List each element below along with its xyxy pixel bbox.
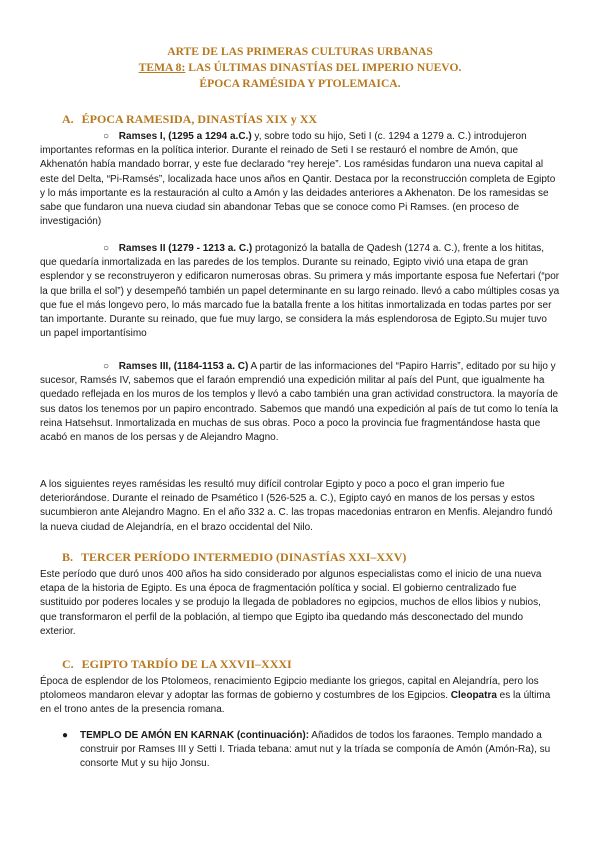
section-a-heading [62, 112, 317, 126]
hollow-bullet-icon: ○ [102, 361, 110, 372]
section-a-letter: A. [62, 112, 74, 126]
hollow-bullet-icon: ○ [102, 243, 110, 254]
ramses-ii-heading: Ramses II (1279 - 1213 a. C.) [118, 243, 253, 254]
section-b-paragraph-1: Este período que duró unos 400 años ha sido considerado por algunos especialistas como el inicio de una nueva etapa de la historia de Egipto. Es una época de fragmentación política y social. El gobierno centralizado fue sustituido por poderes locales y se produjo la llegada de pobladores no egipcios, muchos de ellos libios y nubios, que transformaron el perfil de la población, al tiempo que Egipto iba quedando más desconectado del mundo exterior. [40, 569, 542, 637]
cleopatra-text: es la última en el trono antes de la presencia romana. [40, 690, 551, 716]
ramses-i-heading: Ramses I, (1295 a 1294 a.C.) [118, 131, 252, 142]
section-a-paragraph-4: A los siguientes reyes ramésidas les resultó muy difícil controlar Egipto y poco a poco el gran imperio fue deteriorándose. Durante el reinado de Psamético I (526-525 a. C.), Egipto cayó en manos de los persas y estos sucumbieron ante Alejandro Magno. En el año 332 a. C. las tropas macedonias entraron en Menfis. Alejandro fundó la nueva ciudad de Alejandría, en el brazo occidental del Nilo. [40, 479, 553, 533]
ramses-iii-heading: Ramses III, (1184-1153 a. C) [118, 361, 249, 372]
section-a-paragraph-3 [40, 360, 560, 445]
section-b-heading [62, 550, 406, 564]
section-c-heading [62, 657, 292, 671]
cleopatra-name: Cleopatra [450, 690, 497, 702]
ptolomeos-text: Época de esplendor de los Ptolomeos, renacimiento Egipcio mediante los griegos, capital en Alejandría, pero los ptolomeos mandaron elevar y adoptar las formas de gobierno y costumbres de los Egipcios. [40, 676, 539, 702]
karnak-list-item [62, 729, 560, 772]
ramses-i-text: y, sobre todo su hijo, Seti I (c. 1294 a 1279 a. C.) introdujeron importantes reformas en la política interior. Durante el reinado de Seti I se restauró el nombre de Amón, que Akhenatón había mandado borrar, y este fue declarado “rey hereje”. Los ramésidas fundaron una nueva capital al este del Delta, “Pi-Ramsés”, localizada hace unos años en Qantir. Destaca por la reconstrucción completa de Egipto y lo más importante es la restauración al culto a Amón y las deidades anteriores a Akhenaton. De los ramesidas se sabe que fundaron una nueva ciudad sin abandonar Tebas que se conoce como Pi Ramses. (en proceso de investigación) [40, 131, 556, 228]
ramses-iii-text: A partir de las informaciones del “Papiro Harris”, editado por su hijo y sucesor, Ramsés IV, sabemos que el faraón emprendió una expedición militar al país del Punt, que igualmente ha quedado reflejada en los muros de los templos y llevó a cabo también una gran actividad constructora. la mayoría de sus datos los tenemos por un papiro encontrado. Sabemos que mandó una expedición al país de tut como lo tenía la reina Hatsehsut. Inmortalizada en muchas de sus obras. Poco a poco la provincia fue fragmentándose hasta que acabó en manos de los persas y de Alejandro Magno. [40, 361, 559, 444]
section-c-paragraph-1 [40, 675, 560, 718]
section-a-paragraph-1 [40, 130, 560, 229]
title-topic-number: TEMA 8: [138, 61, 186, 74]
hollow-bullet-icon: ○ [102, 131, 110, 142]
title-line-3: ÉPOCA RAMÉSIDA Y PTOLEMAICA. [199, 77, 401, 90]
document-title [40, 44, 560, 92]
title-line-2 [40, 60, 560, 76]
section-c-title: EGIPTO TARDÍO DE LA XXVII–XXXI [81, 657, 292, 671]
ramses-ii-text: protagonizó la batalla de Qadesh (1274 a. C.), frente a los hititas, que quedaría inmortalizada en las paredes de los templos. Durante su reinado, Egipto vivió una etapa de gran esplendor y se reconstruyeron y edificaron numerosas obras. Su primera y más importante esposa fue Nefertari (“por la que brilla el sol”) y desempeñó también un papel determinante en su largo reinado. llevó a cabo múltiples cosas ya que fue el más longevo pero, lo más marcado fue la batalla frente a los hititas inmortalizada en todas partes por ser tan importante. Durante su reinado, que fue muy largo, se considera la más esplendorosa de Egipto.Su mujer tuvo un papel importantísimo [40, 243, 560, 340]
section-a-title: ÉPOCA RAMESIDA, DINASTÍAS XIX y XX [81, 112, 318, 126]
title-topic-name: LAS ÚLTIMAS DINASTÍAS DEL IMPERIO NUEVO. [185, 61, 462, 74]
karnak-heading: TEMPLO DE AMÓN EN KARNAK (continuación): [80, 730, 310, 741]
filled-bullet-icon: ● [62, 730, 69, 741]
karnak-text: Añadidos de todos los faraones. Templo mandado a construir por Ramses III y Setti I. Triada tebana: amut nut y la tríada se componía de Amón (Amón-Ra), su consorte Mut y su hijo Jonsu. [80, 730, 551, 770]
title-line-1: ARTE DE LAS PRIMERAS CULTURAS URBANAS [167, 45, 433, 58]
section-b-title: TERCER PERÍODO INTERMEDIO (DINASTÍAS XXI–XXV) [81, 550, 407, 564]
section-a-paragraph-2 [40, 242, 560, 341]
section-c-letter: C. [62, 657, 74, 671]
section-b-letter: B. [62, 550, 74, 564]
